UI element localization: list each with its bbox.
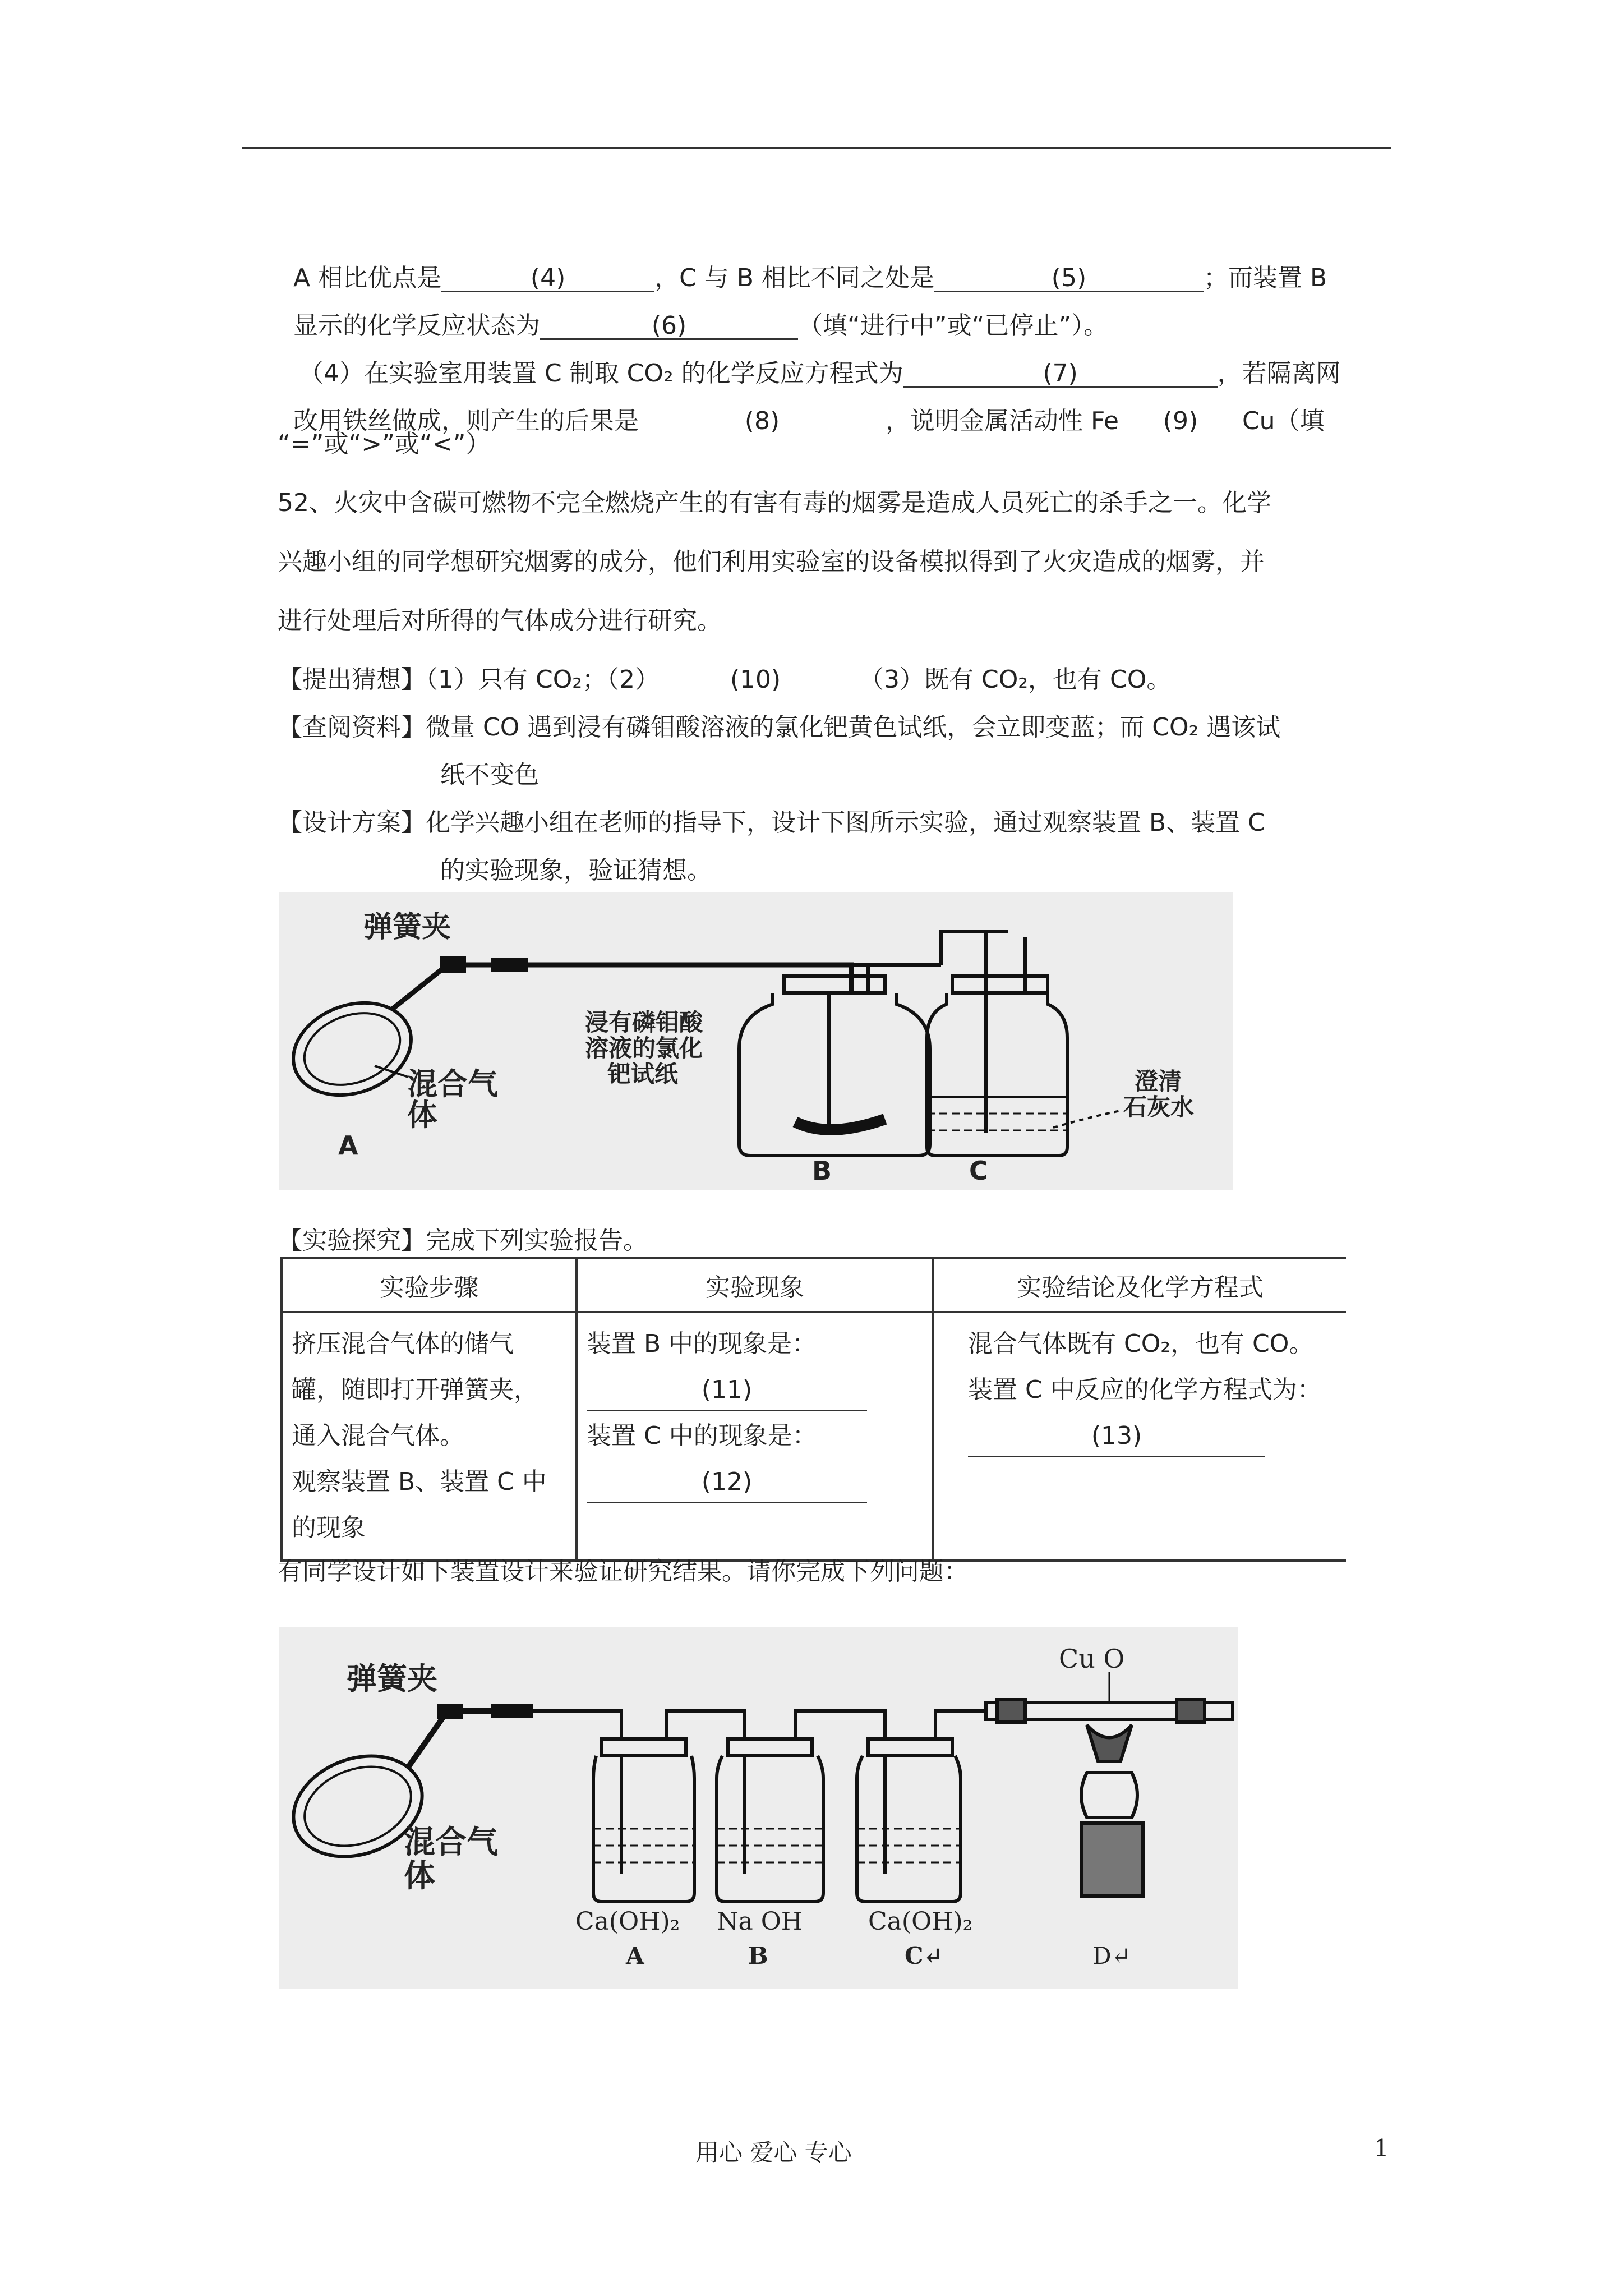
header-rule: [242, 147, 1391, 149]
info-line-1: 【查阅资料】微量 CO 遇到浸有磷钼酸溶液的氯化钯黄色试纸，会立即变蓝；而 CO₂ 遇该试: [278, 713, 1281, 742]
label-a: A: [626, 1942, 644, 1970]
text-line-5: “=”或“>”或“<”）: [278, 430, 491, 458]
label-reagent-b: Na OH: [717, 1907, 803, 1936]
label-b: B: [812, 1156, 832, 1186]
blank-4: (4): [441, 266, 654, 292]
bottle-c: [857, 1739, 961, 1902]
text: ，说明金属活动性 Fe: [885, 407, 1119, 435]
experiment-report-table: [280, 1257, 1346, 1562]
text: （填“进行中”或“已停止”）。: [797, 311, 1109, 340]
text-line-1: [278, 241, 1327, 292]
label-limewater: 澄清 石灰水: [1123, 1068, 1195, 1121]
blank-5: (5): [934, 266, 1204, 292]
header-conclusion: 实验结论及化学方程式: [933, 1258, 1346, 1313]
text-line-4: [278, 384, 1325, 434]
blank-9: (9): [1163, 407, 1198, 435]
text: 显示的化学反应状态为: [293, 311, 540, 340]
text: ，若隔离网: [1217, 359, 1341, 388]
q52-line-2: 兴趣小组的同学想研究烟雾的成分，他们利用实验室的设备模拟得到了火灾造成的烟雾，并: [278, 547, 1265, 576]
info-line-2: 纸不变色: [440, 761, 539, 789]
stopper-c: [952, 976, 1048, 993]
label-gas-2: 体: [407, 1097, 437, 1133]
blank-13: (13): [968, 1416, 1265, 1457]
blank-11: (11): [587, 1370, 867, 1411]
cell-step: 挤压混合气体的储气 罐，随即打开弹簧夹， 通入混合气体。 观察装置 B、装置 C 中 的现象: [282, 1312, 577, 1561]
combustion-tube: [986, 1672, 1233, 1896]
label-clip: 弹簧夹: [347, 1661, 437, 1696]
text-line-2: [278, 289, 1108, 340]
text: （4）在实验室用装置 C 制取 CO₂ 的化学反应方程式为: [298, 359, 903, 388]
bottle-b: [717, 1739, 823, 1902]
label-gas-2: 体: [404, 1858, 435, 1894]
header-step: 实验步骤: [282, 1258, 577, 1313]
figure-1-apparatus: [279, 892, 1233, 1190]
text: Cu（填: [1242, 407, 1325, 435]
explore-line: 【实验探究】完成下列实验报告。: [278, 1226, 648, 1255]
label-clip: 弹簧夹: [363, 910, 451, 944]
blank-8: (8): [744, 407, 780, 435]
gas-bag: [280, 987, 424, 1111]
plan-line-2: 的实验现象，验证猜想。: [440, 856, 712, 885]
plan-line-1: 【设计方案】化学兴趣小组在老师的指导下，设计下图所示实验，通过观察装置 B、装置 C: [278, 808, 1265, 837]
text-line-3: [283, 337, 1341, 388]
page-number: 1: [1374, 2134, 1389, 2162]
text: A 相比优点是: [293, 264, 442, 292]
q52-line-1: 52、火灾中含碳可燃物不完全燃烧产生的有害有毒的烟雾是造成人员死亡的杀手之一。化学: [278, 489, 1271, 517]
after-table-line: 有同学设计如下装置设计来验证研究结果。请你完成下列问题：: [278, 1557, 969, 1586]
text: ；而装置 B: [1203, 264, 1327, 292]
cell-observation: 装置 B 中的现象是： (11) 装置 C 中的现象是： (12): [577, 1312, 933, 1561]
footer-motto: 用心 爱心 专心: [695, 2139, 852, 2166]
label-reagent-a: Ca(OH)₂: [575, 1907, 680, 1936]
label-b: B: [748, 1942, 768, 1970]
guess-line: 【提出猜想】（1）只有 CO₂；（2） (10) （3）既有 CO₂，也有 CO。: [278, 665, 1172, 694]
figure-2-apparatus: [279, 1627, 1238, 1989]
label-a: A: [338, 1130, 358, 1161]
label-gas: 混合气: [407, 1066, 498, 1102]
label-reagent-c: Ca(OH)₂: [868, 1907, 973, 1936]
blank-6: (6): [540, 314, 798, 340]
label-d: D↵: [1092, 1942, 1131, 1970]
blank-7: (7): [903, 361, 1218, 388]
text: ，C 与 B 相比不同之处是: [654, 264, 934, 292]
text: 改用铁丝做成，则产生的后果是: [293, 407, 639, 435]
cell-conclusion: 混合气体既有 CO₂，也有 CO。 装置 C 中反应的化学方程式为： (13): [933, 1312, 1346, 1561]
label-c: C: [969, 1156, 988, 1186]
bottle-a: [593, 1739, 694, 1902]
label-test-paper: 浸有磷钼酸 溶液的氯化 钯试纸: [585, 1009, 703, 1088]
label-cuo: Cu O: [1059, 1644, 1125, 1674]
label-gas: 混合气: [404, 1824, 498, 1861]
blank-12: (12): [587, 1462, 867, 1503]
q52-line-3: 进行处理后对所得的气体成分进行研究。: [278, 606, 722, 635]
header-observation: 实验现象: [577, 1258, 933, 1313]
label-c: C↵: [905, 1942, 943, 1970]
